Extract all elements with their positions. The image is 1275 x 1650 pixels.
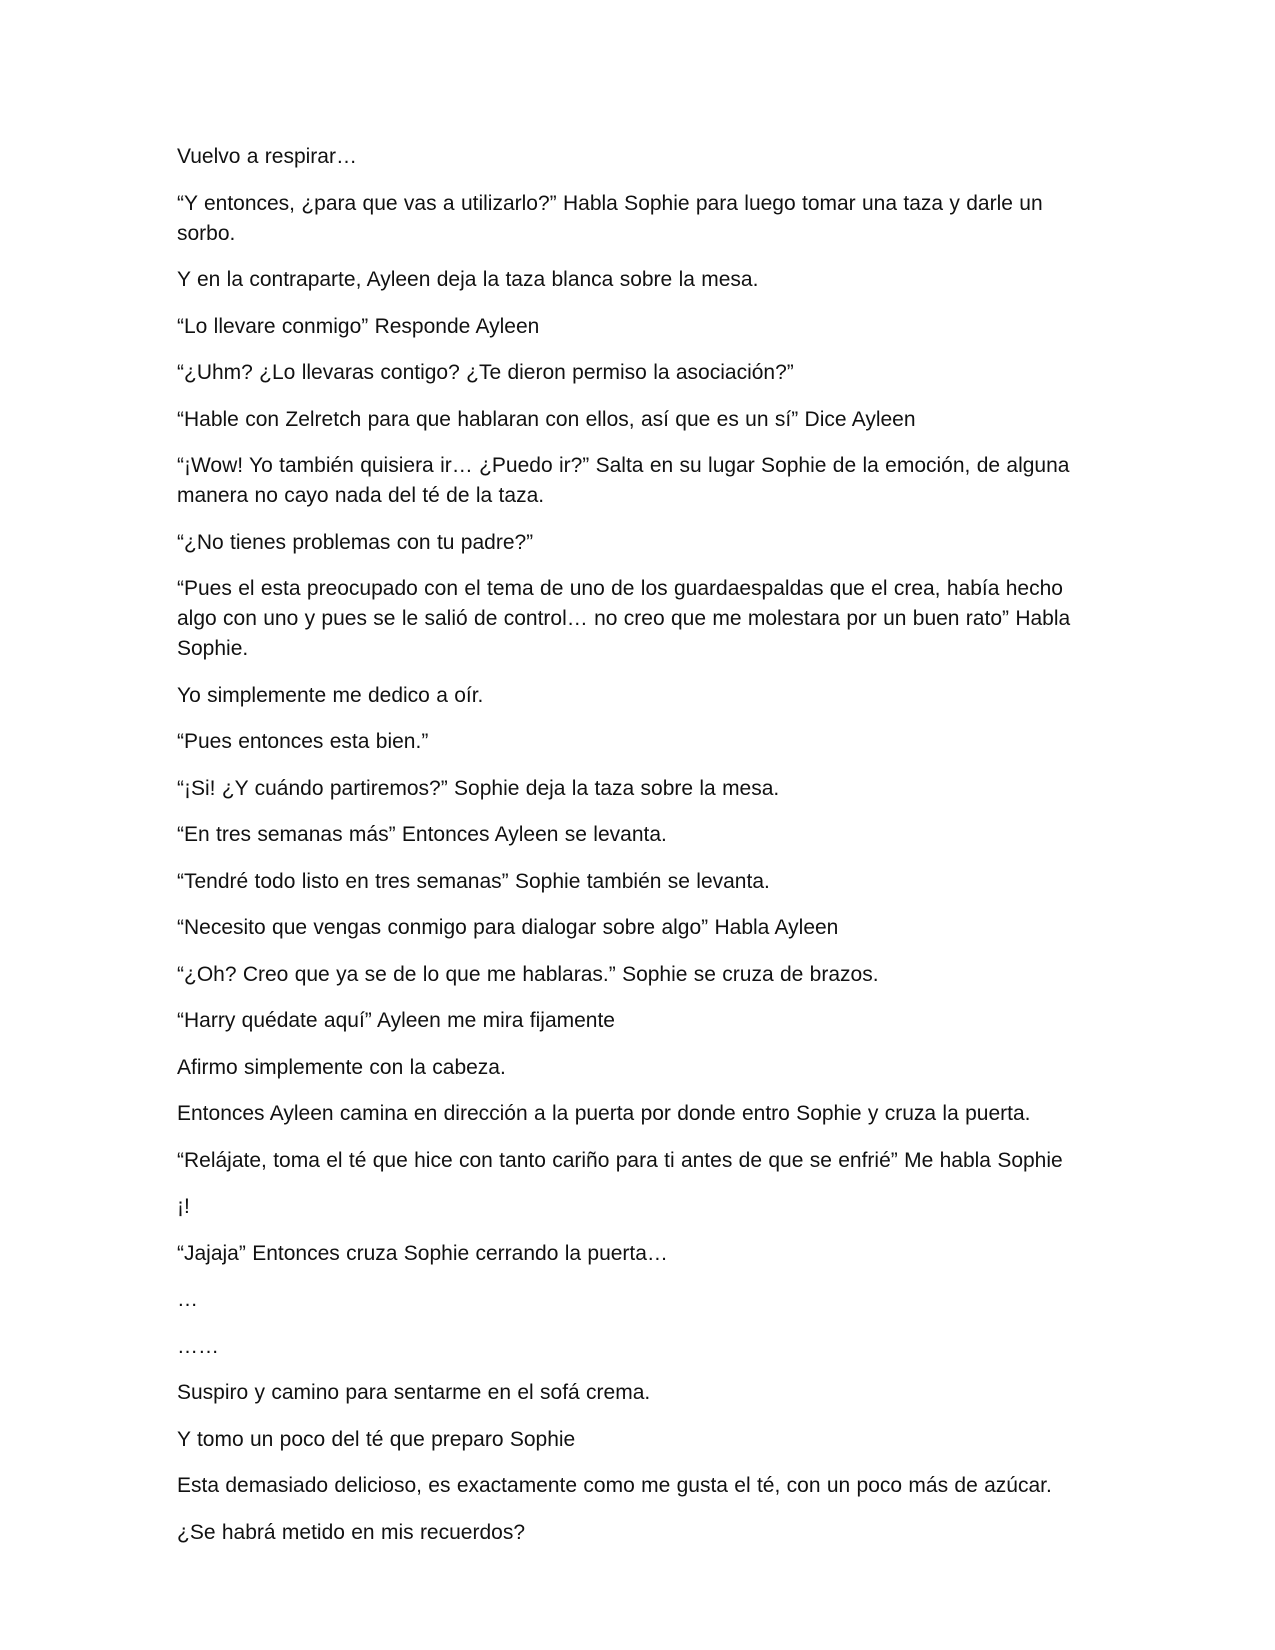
paragraph: “Harry quédate aquí” Ayleen me mira fijamente <box>177 1009 615 1032</box>
paragraph: Esta demasiado delicioso, es exactamente como me gusta el té, con un poco más de azúcar. <box>177 1474 1052 1497</box>
paragraph: “¿Oh? Creo que ya se de lo que me hablaras.” Sophie se cruza de brazos. <box>177 962 879 986</box>
paragraph: …… <box>177 1334 219 1358</box>
paragraph: Afirmo simplemente con la cabeza. <box>177 1055 506 1079</box>
paragraph: ¿Se habrá metido en mis recuerdos? <box>177 1520 526 1544</box>
paragraph: … <box>177 1288 198 1311</box>
paragraph: “¡Si! ¿Y cuándo partiremos?” Sophie deja la taza sobre la mesa. <box>177 776 780 800</box>
paragraph: Yo simplemente me dedico a oír. <box>177 683 484 707</box>
paragraph: “Hable con Zelretch para que hablaran con ellos, así que es un sí” Dice Ayleen <box>177 407 916 431</box>
paragraph: “¡Wow! Yo también quisiera ir… ¿Puedo ir?” Salta en su lugar Sophie de la emoción, de alguna manera no cayo nada del té de la taza. <box>177 454 1070 507</box>
paragraph: Y en la contraparte, Ayleen deja la taza blanca sobre la mesa. <box>177 268 759 291</box>
paragraph: “Y entonces, ¿para que vas a utilizarlo?” Habla Sophie para luego tomar una taza y darle un sorbo. <box>177 191 1043 245</box>
paragraph: Y tomo un poco del té que preparo Sophie <box>177 1427 576 1451</box>
paragraph: “Jajaja” Entonces cruza Sophie cerrando la puerta… <box>177 1241 668 1265</box>
paragraph: ¡! <box>177 1195 190 1218</box>
paragraph: Suspiro y camino para sentarme en el sofá crema. <box>177 1381 651 1404</box>
document-body <box>177 142 1107 1564</box>
paragraph: “Pues el esta preocupado con el tema de uno de los guardaespaldas que el crea, había hecho algo con uno y pues se le salió de control… no creo que me molestara por un buen rato” Habla Sophie. <box>177 577 1071 660</box>
paragraph: “¿No tienes problemas con tu padre?” <box>177 530 534 554</box>
paragraph: “En tres semanas más” Entonces Ayleen se levanta. <box>177 823 667 846</box>
paragraph: “Tendré todo listo en tres semanas” Sophie también se levanta. <box>177 869 770 893</box>
paragraph: Vuelvo a respirar… <box>177 145 357 168</box>
paragraph: “Lo llevare conmigo” Responde Ayleen <box>177 314 540 338</box>
paragraph: Entonces Ayleen camina en dirección a la puerta por donde entro Sophie y cruza la puerta. <box>177 1102 1031 1125</box>
paragraph: “Pues entonces esta bien.” <box>177 730 429 753</box>
paragraph: “¿Uhm? ¿Lo llevaras contigo? ¿Te dieron permiso la asociación?” <box>177 361 794 384</box>
paragraph: “Relájate, toma el té que hice con tanto cariño para ti antes de que se enfrié” Me habla Sophie <box>177 1148 1063 1172</box>
paragraph: “Necesito que vengas conmigo para dialogar sobre algo” Habla Ayleen <box>177 916 839 939</box>
